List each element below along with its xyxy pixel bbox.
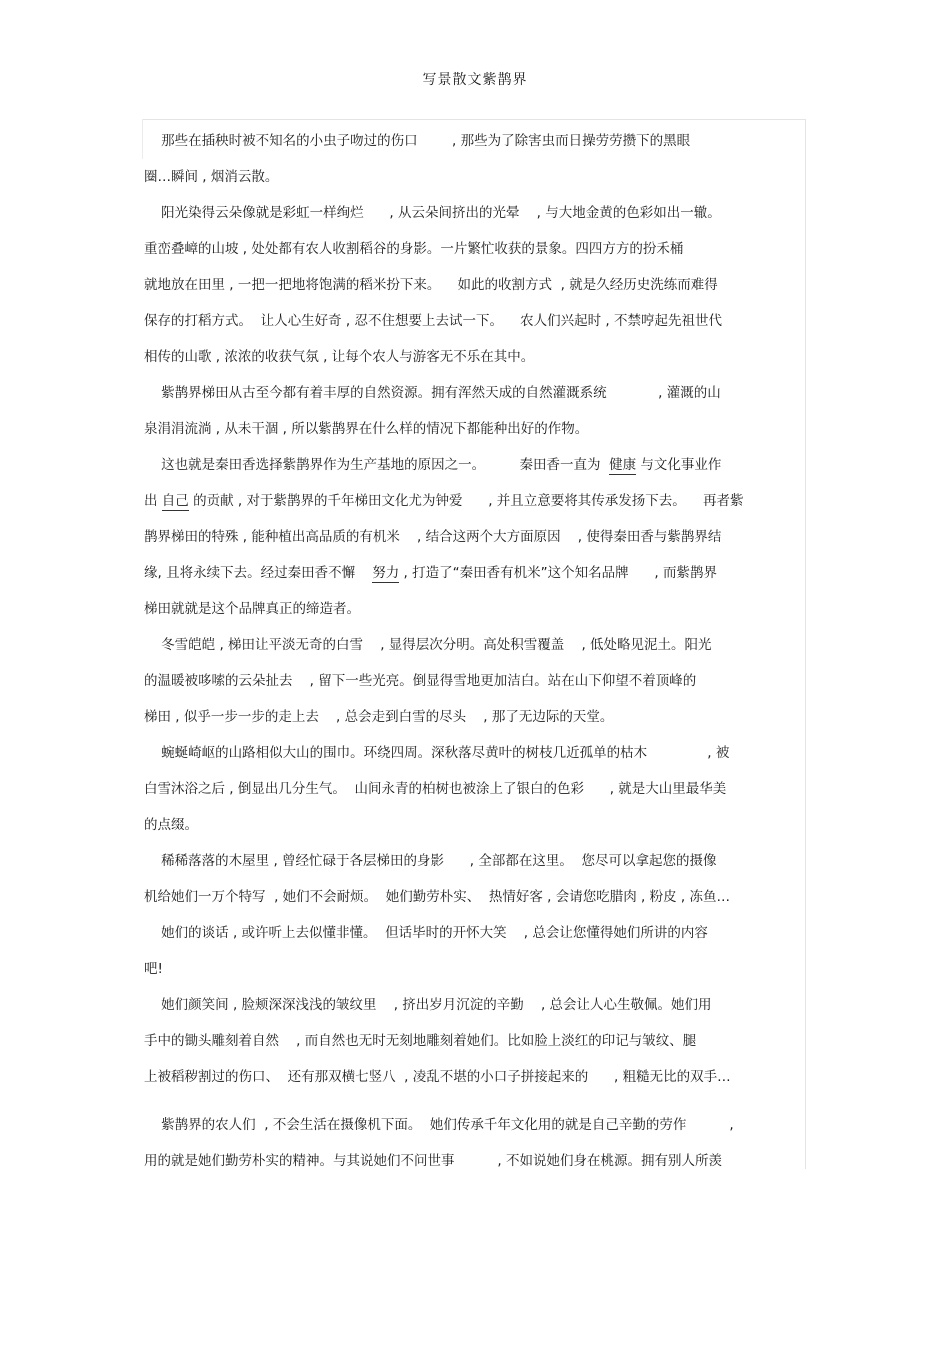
text-line: 蜿蜒崎岖的山路相似大山的围巾。环绕四周。深秋落尽黄叶的树枝几近孤单的枯木 , 被 [144,745,730,761]
text-line: 上被稻秽割过的伤口、 还有那双横七竖八 , 凌乱不堪的小口子拼接起来的 , 粗糙无比的双手… [144,1069,731,1085]
text-line: 紫鹊界梯田从古至今都有着丰厚的自然资源。拥有浑然天成的自然灌溉系统 , 灌溉的山 [144,385,721,401]
text-line: 她们的谈话 , 或许听上去似懂非懂。 但话毕时的开怀大笑 , 总会让您懂得她们所讲的内容 [144,925,708,941]
text-line: 就地放在田里 , 一把一把地将饱满的稻米扮下来。 如此的收割方式 , 就是久经历史洗练而难得 [144,277,718,293]
text-line: 吧! [144,961,163,977]
text-line: 出 自己 的贡献 , 对于紫鹊界的千年梯田文化尤为钟爱 , 并且立意要将其传承发扬下去。 再者紫 [144,493,744,509]
underlined-word: 健康 [609,457,637,473]
text-line: 白雪沐浴之后 , 倒显出几分生气。 山间永青的柏树也被涂上了银白的色彩 , 就是大山里最华美 [144,781,727,797]
text-line: 稀稀落落的木屋里 , 曾经忙碌于各层梯田的身影 , 全部都在这里。 您尽可以拿起您的摄像 [144,853,717,869]
text-line: 那些在插秧时被不知名的小虫子吻过的伤口 , 那些为了除害虫而日操劳劳攒下的黑眼 [144,133,691,149]
text-line: 的点缀。 [144,817,198,833]
text-line: 紫鹊界的农人们 , 不会生活在摄像机下面。 她们传承千年文化用的就是自己辛勤的劳作 , [144,1117,734,1133]
document-title: 写景散文紫鹊界 [422,72,528,88]
text-line: 保存的打稻方式。 让人心生好奇 , 忍不住想要上去试一下。 农人们兴起时 , 不禁哼起先祖世代 [144,313,722,329]
text-line: 手中的锄头雕刻着自然 , 而自然也无时无刻地雕刻着她们。比如脸上淡红的印记与皱纹、腿 [144,1033,697,1049]
text-line: 重峦叠嶂的山坡 , 处处都有农人收割稻谷的身影。一片繁忙收获的景象。四四方方的扮禾桶 [144,241,684,257]
text-line: 缘, 且将永续下去。经过秦田香不懈 努力 , 打造了“秦田香有机米”这个知名品牌 , 而紫鹊界 [144,565,717,581]
text-line: 用的就是她们勤劳朴实的精神。与其说她们不问世事 , 不如说她们身在桃源。拥有别人所羡 [144,1153,722,1169]
text-line: 这也就是秦田香选择紫鹊界作为生产基地的原因之一。 秦田香一直为 健康 与文化事业作 [144,457,722,473]
text-line: 梯田 , 似乎一步一步的走上去 , 总会走到白雪的尽头 , 那了无边际的天堂。 [144,709,614,725]
underlined-word: 自己 [161,493,189,509]
text-line: 冬雪皑皑 , 梯田让平淡无奇的白雪 , 显得层次分明。高处积雪覆盖 , 低处略见泥土。阳光 [144,637,712,653]
text-line: 鹊界梯田的特殊 , 能种植出高品质的有机米 , 结合这两个大方面原因 , 使得秦田香与紫鹊界结 [144,529,722,545]
text-line: 梯田就就是这个品牌真正的缔造者。 [144,601,360,617]
text-line: 泉涓涓流淌 , 从未干涸 , 所以紫鹊界在什么样的情况下都能种出好的作物。 [144,421,589,437]
underlined-word: 努力 [372,565,400,581]
text-line: 机给她们一万个特写 , 她们不会耐烦。 她们勤劳朴实、 热情好客 , 会请您吃腊肉 , 粉皮 , 冻鱼… [144,889,730,905]
text-line: 圈…瞬间 , 烟消云散。 [144,169,279,185]
text-line: 相传的山歌 , 浓浓的收获气氛 , 让每个农人与游客无不乐在其中。 [144,349,535,365]
text-line: 她们颜笑间 , 脸颊深深浅浅的皱纹里 , 挤出岁月沉淀的辛勤 , 总会让人心生敬佩。她们用 [144,997,712,1013]
text-line: 的温暖被哆嗦的云朵扯去 , 留下一些光亮。倒显得雪地更加洁白。站在山下仰望不着顶峰的 [144,673,697,689]
frame-left-edge [142,119,143,159]
text-line: 阳光染得云朵像就是彩虹一样绚烂 , 从云朵间挤出的光晕 , 与大地金黄的色彩如出一辙。 [144,205,721,221]
